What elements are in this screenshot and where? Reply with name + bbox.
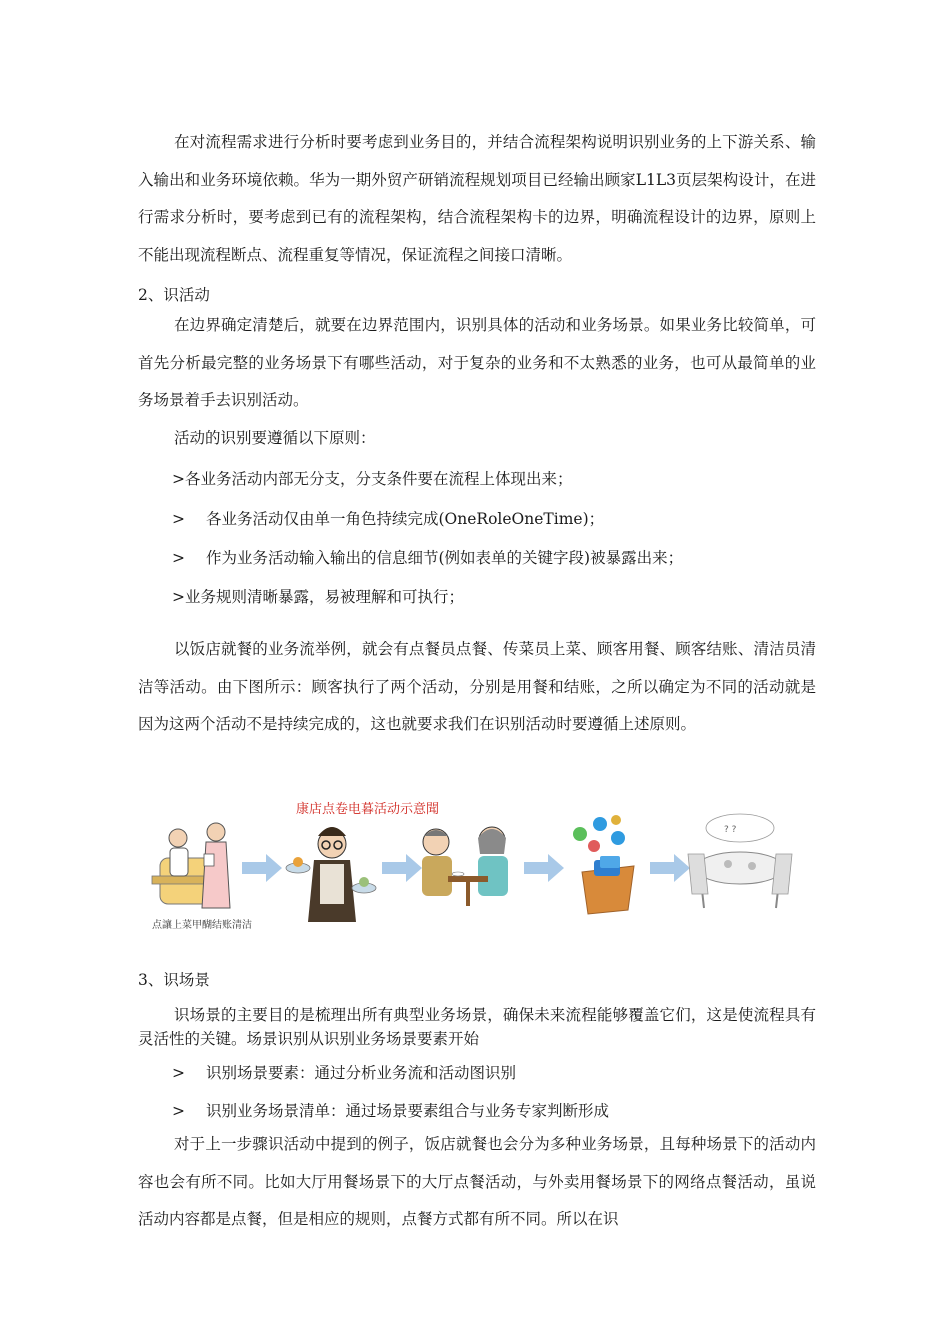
payment-illustration	[573, 815, 634, 914]
ordering-illustration	[152, 823, 230, 908]
figure-caption: 点讓上菜甲醐结账清洁	[152, 920, 252, 931]
svg-text:? ?: ? ?	[724, 825, 737, 835]
principle-text: 作为业务活动输入输出的信息细节(例如表单的关键字段)被暴露出来；	[206, 549, 684, 567]
bullet-marker: >	[172, 1102, 185, 1120]
flow-arrow	[242, 854, 282, 882]
scene-element-item	[172, 1099, 609, 1123]
section2-heading: 2、识活动	[138, 286, 210, 304]
cleaning-illustration	[688, 814, 792, 908]
bullet-marker: >	[172, 588, 185, 606]
principle-item	[172, 546, 683, 570]
section3-paragraph: 识场景的主要目的是梳理出所有典型业务场景，确保未来流程能够覆盖它们，这是使流程具有灵活性的关键。场景识别从识别业务场景要素开始	[138, 1006, 816, 1048]
principle-text: 业务规则清晰暴露，易被理解和可执行；	[185, 588, 465, 606]
scene-element-item	[172, 1061, 516, 1085]
principle-item	[172, 467, 573, 491]
section3-heading: 3、识场景	[138, 971, 210, 989]
final-paragraph: 对于上一步骤识活动中提到的例子，饭店就餐也会分为多种业务场景，且每种场景下的活动内容也会有所不同。比如大厅用餐场景下的大厅点餐活动，与外卖用餐场景下的网络点餐活动，虽说活动内容都是点餐，但是相应的规则，点餐方式都有所不同。所以在识	[138, 1135, 816, 1228]
restaurant-activity-figure	[148, 798, 802, 936]
figure-title: 康店点卷电暮活动示意聞	[296, 802, 440, 817]
principle-item	[172, 507, 604, 531]
scene-element-text: 识别业务场景清单：通过场景要素组合与业务专家判断形成	[206, 1102, 610, 1120]
flow-arrow	[382, 854, 422, 882]
principle-item	[172, 585, 464, 609]
flow-arrow	[524, 854, 564, 882]
section2-paragraph: 在边界确定清楚后，就要在边界范围内，识别具体的活动和业务场景。如果业务比较简单，可首先分析最完整的业务场景下有哪些活动，对于复杂的业务和不太熟悉的业务，也可从最简单的业务场景着手去识别活动。	[138, 316, 816, 409]
bullet-marker: >	[172, 470, 185, 488]
principle-text: 各业务活动仅由单一角色持续完成(OneRoleOneTime)；	[206, 510, 605, 528]
principles-intro: 活动的识别要遵循以下原则：	[174, 429, 376, 447]
intro-paragraph: 在对流程需求进行分析时要考虑到业务目的，并结合流程架构说明识别业务的上下游关系、输入输出和业务环境依赖。华为一期外贸产研销流程规划项目已经输出顾家L1L3页层架构设计，在进行需求分析时，要考虑到已有的流程架构，结合流程架构卡的边界，明确流程设计的边界，原则上不能出现流程断点、流程重复等情况，保证流程之间接口清晰。	[138, 133, 816, 264]
bullet-marker: >	[172, 549, 185, 567]
principle-text: 各业务活动内部无分支，分支条件要在流程上体现出来；	[185, 470, 573, 488]
example-paragraph: 以饭店就餐的业务流举例，就会有点餐员点餐、传菜员上菜、顾客用餐、顾客结账、清洁员清洁等活动。由下图所示：顾客执行了两个活动，分别是用餐和结账，之所以确定为不同的活动就是因为这两个活动不是持续完成的，这也就要求我们在识别活动时要遵循上述原则。	[138, 640, 816, 733]
dining-illustration	[422, 827, 508, 906]
flow-arrow	[650, 854, 690, 882]
serving-illustration	[286, 827, 376, 922]
scene-element-text: 识别场景要素：通过分析业务流和活动图识别	[206, 1064, 517, 1082]
bullet-marker: >	[172, 510, 185, 528]
bullet-marker: >	[172, 1064, 185, 1082]
